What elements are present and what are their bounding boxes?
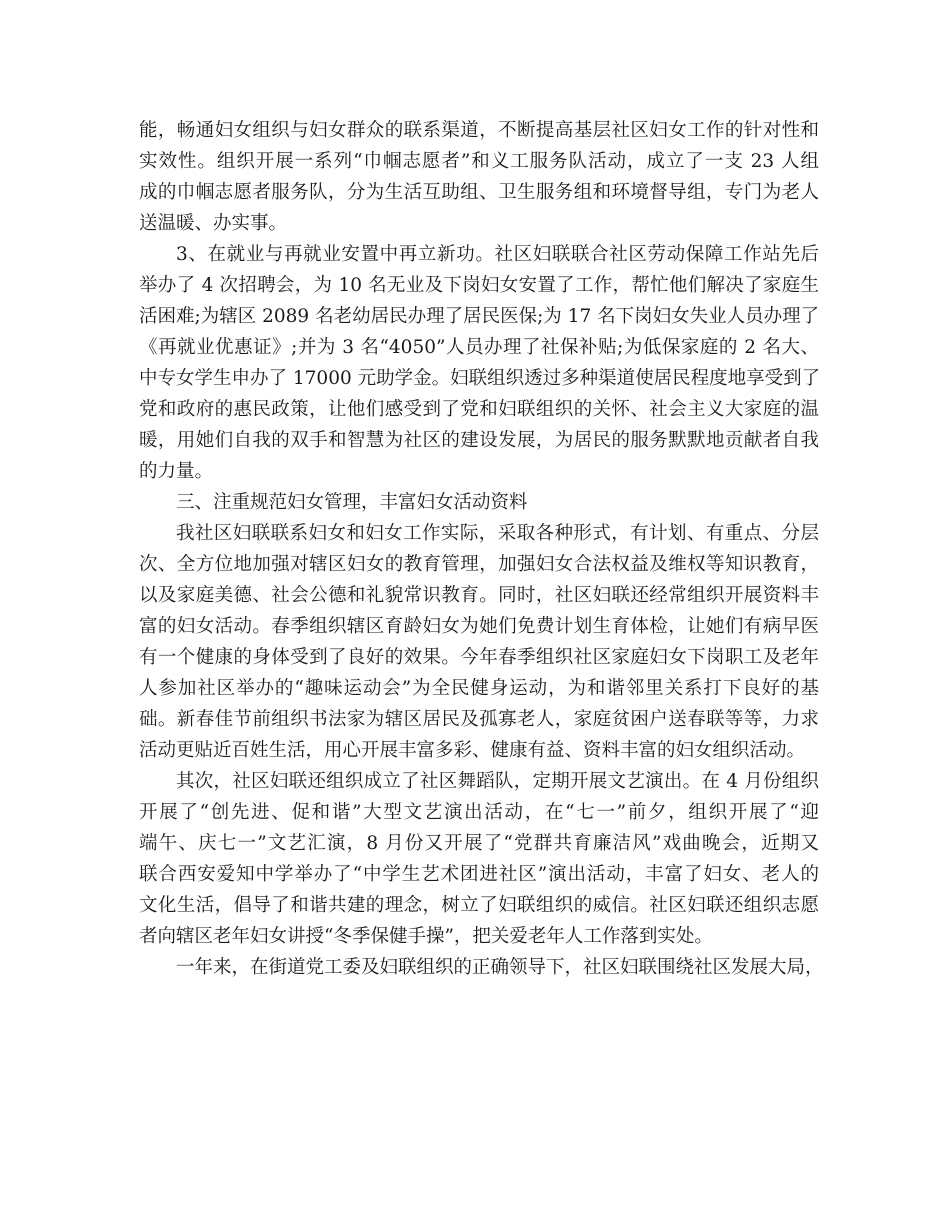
text-line: 《再就业优惠证》;并为 3 名“4050”人员办理了社保补贴;为低保家庭的 2 名大、: [139, 337, 819, 358]
text-line: 3、在就业与再就业安置中再立新功。社区妇联联合社区劳动保障工作站先后: [176, 244, 819, 265]
text-line: 一年来，在街道党工委及妇联组织的正确领导下，社区妇联围绕社区发展大局，: [176, 957, 824, 978]
text-line: 党和政府的惠民政策，让他们感受到了党和妇联组织的关怀、社会主义大家庭的温: [139, 399, 819, 420]
text-line: 开展了“创先进、促和谐”大型文艺演出活动，在“七一”前夕，组织开展了“迎: [139, 802, 819, 823]
text-line: 次、全方位地加强对辖区妇女的教育管理，加强妇女合法权益及维权等知识教育，: [139, 554, 819, 575]
text-line: 我社区妇联联系妇女和妇女工作实际，采取各种形式，有计划、有重点、分层: [176, 523, 819, 544]
text-line: 三、注重规范妇女管理，丰富妇女活动资料: [176, 492, 528, 513]
text-line: 中专女学生申办了 17000 元助学金。妇联组织透过多种渠道使居民程度地享受到了: [139, 368, 821, 389]
text-line: 暖，用她们自我的双手和智慧为社区的建设发展，为居民的服务默默地贡献者自我: [139, 430, 819, 451]
text-line: 送温暖、办实事。: [139, 213, 288, 234]
text-line: 端午、庆七一”文艺汇演，8 月份又开展了“党群共育廉洁风”戏曲晚会，近期又: [139, 833, 819, 854]
text-line: 能，畅通妇女组织与妇女群众的联系渠道，不断提高基层社区妇女工作的针对性和: [139, 120, 819, 141]
text-line: 富的妇女活动。春季组织辖区育龄妇女为她们免费计划生育体检，让她们有病早医: [139, 616, 819, 637]
text-line: 的力量。: [139, 461, 214, 482]
text-line: 活困难;为辖区 2089 名老幼居民办理了居民医保;为 17 名下岗妇女失业人员办理了: [139, 306, 820, 327]
text-line: 文化生活，倡导了和谐共建的理念，树立了妇联组织的威信。社区妇联还组织志愿: [139, 895, 819, 916]
text-line: 实效性。组织开展一系列“巾帼志愿者”和义工服务队活动，成立了一支 23 人组: [139, 151, 819, 172]
text-line: 举办了 4 次招聘会，为 10 名无业及下岗妇女安置了工作，帮忙他们解决了家庭生: [139, 275, 819, 296]
text-line: 人参加社区举办的“趣味运动会”为全民健身运动，为和谐邻里关系打下良好的基: [139, 678, 819, 699]
document-body: [139, 115, 824, 983]
text-line: 联合西安爱知中学举办了“中学生艺术团进社区”演出活动，丰富了妇女、老人的: [139, 864, 819, 885]
text-line: 活动更贴近百姓生活，用心开展丰富多彩、健康有益、资料丰富的妇女组织活动。: [139, 740, 806, 761]
text-line: 础。新春佳节前组织书法家为辖区居民及孤寡老人，家庭贫困户送春联等等，力求: [139, 709, 819, 730]
text-line: 以及家庭美德、社会公德和礼貌常识教育。同时，社区妇联还经常组织开展资料丰: [139, 585, 819, 606]
text-line: 其次，社区妇联还组织成立了社区舞蹈队，定期开展文艺演出。在 4 月份组织: [176, 771, 819, 792]
text-line: 成的巾帼志愿者服务队，分为生活互助组、卫生服务组和环境督导组，专门为老人: [139, 182, 819, 203]
text-line: 者向辖区老年妇女讲授“冬季保健手操”，把关爱老年人工作落到实处。: [139, 926, 713, 947]
text-line: 有一个健康的身体受到了良好的效果。今年春季组织社区家庭妇女下岗职工及老年: [139, 647, 819, 668]
